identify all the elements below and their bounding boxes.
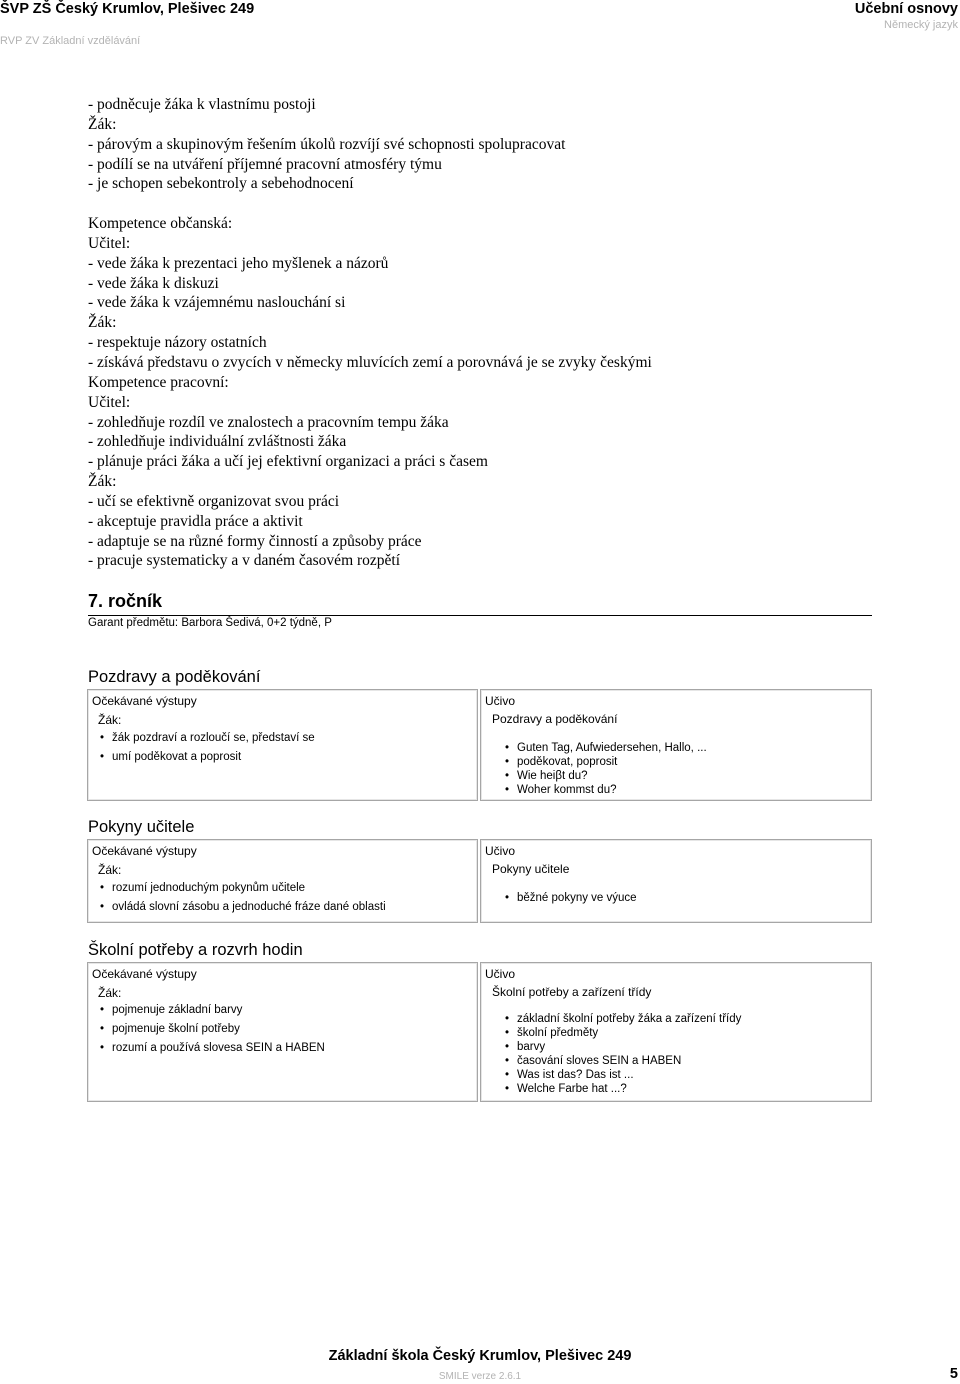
outputs-list <box>98 1003 325 1055</box>
body-line: Žák: <box>88 115 117 133</box>
body-line: - získává představu o zvycích v německy mluvících zemí a porovnává je se zvyky českými <box>88 353 652 371</box>
outputs-header: Očekávané výstupy <box>92 967 197 981</box>
subject-name: Německý jazyk <box>884 19 958 31</box>
list-item: • pojmenuje základní barvy <box>98 1003 325 1017</box>
content-list <box>503 741 707 797</box>
list-item: • rozumí a používá slovesa SEIN a HABEN <box>98 1041 325 1055</box>
body-line: - zohledňuje individuální zvláštnosti žáka <box>88 433 347 451</box>
section-heading: Školní potřeby a rozvrh hodin <box>88 941 303 959</box>
body-line: - vede žáka k diskuzi <box>88 274 219 292</box>
list-item: • Welche Farbe hat ...? <box>503 1082 741 1096</box>
section-heading: Pokyny učitele <box>88 818 195 836</box>
list-item: • umí poděkovat a poprosit <box>98 750 315 764</box>
body-line: - učí se efektivně organizovat svou práci <box>88 492 340 510</box>
outputs-header: Očekávané výstupy <box>92 694 197 708</box>
body-line: Kompetence pracovní: <box>88 373 229 391</box>
expected-outputs-box <box>87 962 478 1102</box>
competences-text <box>88 95 888 571</box>
content-header: Učivo <box>485 844 516 858</box>
body-line: Učitel: <box>88 393 131 411</box>
body-line: - je schopen sebekontroly a sebehodnocení <box>88 175 354 193</box>
footer-school: Základní škola Český Krumlov, Plešivec 249 <box>328 1348 632 1364</box>
section-title: Učební osnovy <box>854 1 958 17</box>
content-box <box>480 689 872 801</box>
list-item: • základní školní potřeby žáka a zařízení třídy <box>503 1012 741 1026</box>
body-line: Žák: <box>88 473 117 491</box>
content-box <box>480 839 872 923</box>
content-header: Učivo <box>485 967 516 981</box>
list-item: • rozumí jednoduchým pokynům učitele <box>98 881 386 895</box>
list-item: • Woher kommst du? <box>503 783 707 797</box>
list-item: • žák pozdraví a rozloučí se, představí se <box>98 731 315 745</box>
list-item: • pojmenuje školní potřeby <box>98 1022 325 1036</box>
outputs-header: Očekávané výstupy <box>92 844 197 858</box>
list-item: • Wie heiβt du? <box>503 769 707 783</box>
role-label: Žák: <box>98 863 122 877</box>
content-topic: Školní potřeby a zařízení třídy <box>492 985 652 999</box>
grade-heading: 7. ročník <box>88 591 163 611</box>
body-line: Žák: <box>88 314 117 332</box>
content-header: Učivo <box>485 694 516 708</box>
body-line: - akceptuje pravidla práce a aktivit <box>88 512 303 530</box>
body-line: Kompetence občanská: <box>88 215 233 233</box>
content-box <box>480 962 872 1102</box>
role-label: Žák: <box>98 986 122 1000</box>
list-item: • Was ist das? Das ist ... <box>503 1068 741 1082</box>
outputs-list <box>98 881 386 914</box>
document-title: ŠVP ZŠ Český Krumlov, Plešivec 249 <box>0 1 255 17</box>
content-list <box>503 891 637 905</box>
subject-guarantor: Garant předmětu: Barbora Šedivá, 0+2 týdně, P <box>88 617 332 629</box>
body-line: - zohledňuje rozdíl ve znalostech a pracovním tempu žáka <box>88 413 449 431</box>
section-heading: Pozdravy a poděkování <box>88 668 261 686</box>
body-line: - párovým a skupinovým řešením úkolů rozvíjí své schopnosti spolupracovat <box>88 135 566 153</box>
list-item: • ovládá slovní zásobu a jednoduché fráze dané oblasti <box>98 900 386 914</box>
expected-outputs-box <box>87 839 478 923</box>
list-item: • běžné pokyny ve výuce <box>503 891 637 905</box>
body-line: - vede žáka k vzájemnému naslouchání si <box>88 294 346 312</box>
list-item: • školní předměty <box>503 1026 741 1040</box>
body-line: Učitel: <box>88 234 131 252</box>
list-item: • poděkovat, poprosit <box>503 755 707 769</box>
document-subtitle: RVP ZV Základní vzdělávání <box>0 35 141 47</box>
body-line: - podílí se na utváření příjemné pracovní atmosféry týmu <box>88 155 442 173</box>
role-label: Žák: <box>98 713 122 727</box>
body-line <box>88 194 888 214</box>
content-list <box>503 1012 741 1096</box>
body-line: - plánuje práci žáka a učí jej efektivní organizaci a práci s časem <box>88 453 488 471</box>
list-item: • barvy <box>503 1040 741 1054</box>
page-number: 5 <box>949 1366 958 1382</box>
body-line: - adaptuje se na různé formy činností a způsoby práce <box>88 532 422 550</box>
list-item: • Guten Tag, Aufwiedersehen, Hallo, ... <box>503 741 707 755</box>
divider <box>88 615 872 616</box>
body-line: - vede žáka k prezentaci jeho myšlenek a názorů <box>88 254 389 272</box>
list-item: • časování sloves SEIN a HABEN <box>503 1054 741 1068</box>
content-topic: Pokyny učitele <box>492 862 570 876</box>
body-line: - respektuje názory ostatních <box>88 334 267 352</box>
expected-outputs-box <box>87 689 478 801</box>
body-line: - podněcuje žáka k vlastnímu postoji <box>88 96 316 113</box>
body-line: - pracuje systematicky a v daném časovém rozpětí <box>88 552 401 570</box>
footer-version: SMILE verze 2.6.1 <box>438 1371 522 1382</box>
content-topic: Pozdravy a poděkování <box>492 712 618 726</box>
outputs-list <box>98 731 315 764</box>
